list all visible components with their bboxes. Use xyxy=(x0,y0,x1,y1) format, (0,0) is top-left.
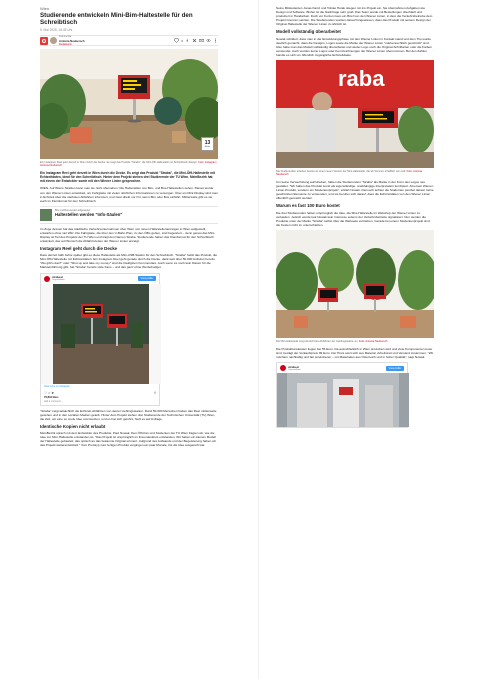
instagram-video-frame xyxy=(41,284,161,384)
heading-model: Modell vollständig überarbeitet xyxy=(276,29,341,35)
instagram-user-2[interactable] xyxy=(280,365,301,371)
hero-image[interactable] xyxy=(40,49,218,159)
hero-caption xyxy=(40,161,218,167)
instagram-username-2: straba.at xyxy=(288,365,299,369)
instagram-username: straba.at xyxy=(52,276,63,280)
image-1-caption-text: Die Studierenden arbeiten bereits an einer neuen Version der Mini-Haltestelle, die ab Sommer erhältlich sein soll. xyxy=(276,169,406,173)
heading-price: Warum es fast 100 Euro kostet xyxy=(276,203,340,209)
article-image-2[interactable] xyxy=(276,230,434,338)
paragraph-8: Um keine Verwechslung aufzuheben, haben die Studierenden "Straba" als Marke in der Form des Logos neu gestaltet. "Wir haben das Produkt somit als eigenständige, unabhängige Interpretation konzipiert. Also kein Wiener-Linien-Produkt, sondern ein Studentenprojekt", erklärt Nowak. Dennoch achten die Studenten penibel darauf, keine geschützten Elemente zu verwenden, und sie berufen sich darauf, dass die Echtzeitdaten von den Wiener Linien öffentlich gemacht werden. xyxy=(276,180,434,201)
image-gallery-badge[interactable] xyxy=(201,137,214,151)
instagram-action-icons xyxy=(44,391,54,395)
byline xyxy=(40,35,218,46)
paragraph-5: MeinBezirk sprach mit dem Entwickler des Produkts, Paul Nowak. Den Öffi-Fan und Studenten der TU Wien fragten wir, wie die Idee zur Mini-Haltestelle entstanden ist. "Das Projekt ist ursprünglich im Freundeskreis entstanden. Wir haben ein kleines Modell der Haltestelle gebastelt, das optisch an das bekannte Original erinnert. Aufgrund des Aufwands und der Begeisterung haben wir das Projekt weiterentwickelt." Vom Prototyp zum fertigen Produkt vergingen ein paar Monate, bis die Idee ausgereift war. xyxy=(40,431,217,448)
image-count: 13 xyxy=(204,139,211,146)
left-column xyxy=(40,6,218,674)
author-info xyxy=(40,35,85,46)
instagram-likes: 76,842 likes xyxy=(44,395,59,399)
brand-logo-icon xyxy=(40,37,48,45)
instagram-audio: Original-Audio xyxy=(52,279,65,282)
view-profile-button-2[interactable]: View profile xyxy=(386,366,404,371)
image-2-caption-text: Die Mini-Haltestelle zeigt die Echtzeit-Abfahrten der Lieblingsstation an. xyxy=(276,340,359,344)
share-bar xyxy=(174,38,218,43)
share-icon[interactable]: ➤ xyxy=(51,390,55,395)
hero-photo xyxy=(40,49,218,159)
hero-caption-text: Ein Instagram Reel geht derzeit in Wien durch die Decke. Es zeigt das Produkt "Straba", die Mini-Öffi-Haltestelle mit Schreibtisch-Design. xyxy=(40,161,198,164)
mail-icon[interactable] xyxy=(199,38,204,43)
author-name[interactable]: Antonia Neubersch xyxy=(59,38,85,43)
publish-date: 5. Mai 2025, 16:45 Uhr xyxy=(40,28,73,32)
hero-credit[interactable]: Foto: Instagram Antonia Neubersch xyxy=(40,161,217,168)
paragraph-2: Im Zuge dessen hat das städtische Verkehrsunternehmen über Wien von neuen Haltestellenanzeigen in Wien aufgestellt, entwarfen ohne viel Witz. Die Fahrgäste, die über den U-Bahn-Plan, zu den Öffis gehen, sind begeistert – denn genau das Mini-Display ist Teil des Projekts der TU Wien und trägt den Namen Straba. Studierende haben das Kleinformat für den Schreibtisch entwickelt, das auf Wunsch die Abfahrtszeiten der Wiener Linien anzeigt. xyxy=(40,226,216,243)
article-photo-2 xyxy=(276,230,434,338)
paragraph-9: Die drei Studierenden hatten ursprünglich die Idee, die Mini-Haltestelle im Webshop der Wiener Linien zu verkaufen. Jedoch wurde laut Nowak kein Interesse seitens der Verkehrsbetriebe signalisiert. Nun werden die Produkte unter der Marke "Straba" selbst über die Webseite vertrieben. Gerade bei einem Studentenprojekt sind die Kosten nicht zu unterschätzen. xyxy=(276,210,430,228)
instagram-audio-2: Original-Audio xyxy=(288,368,301,371)
paragraph-3: Dass derzeit halb Jahre später gibt es diese Haltestelle als Mini-USB-Station für den Schreibtisch. "Straba" heißt das Produkt, die Mini-Öffi-Haltestelle mit Echtzeitdaten. Ein Instagram Reel geht gerade durch die Decke, dank weit über 50.000 Aufrufen bereits "Wo gibt's das?" oder "Shut up and take my money" sind die häufigsten Kommentare. Auch wenn es noch kein Datum für die Markteinführung gibt, hat "Straba" bereits viele Fans – und das ganz ohne Werbebudget. xyxy=(40,253,218,270)
comment-icon[interactable]: ○ xyxy=(48,390,51,395)
instagram-header-2 xyxy=(277,363,407,373)
share-count: 6 xyxy=(181,38,183,43)
paragraph-6: Seine Mitstudenten Jonas Kainz und Tobias Horak stiegen mit ins Projekt ein. Sie übernahmen Aufgaben wie Design und Software. Bisher ist die Nachfrage sehr groß: Das Team wurde mit Bestellungen überhäuft und produziert in Handarbeit. Doch vor Kurzem kam ein Brief von den Wiener Linien, in dem die Verkehrsbetriebe dem Projekt Grenzen setzten. Die Studierenden wurden darauf hingewiesen, dass das Produkt mit seinem Design der Original-Haltestelle der Wiener Linien zu ähnlich ist. xyxy=(276,6,433,27)
svg-text:raba: raba xyxy=(338,65,385,91)
svg-text:f: f xyxy=(186,38,188,43)
view-profile-button[interactable]: View profile xyxy=(138,276,156,281)
related-article-teaser[interactable] xyxy=(40,206,218,224)
instagram-avatar-2 xyxy=(280,365,286,371)
heading-instagram-reel: Instagram Reel geht durch die Decke xyxy=(40,245,118,251)
author-role: Redakteurin xyxy=(59,43,72,46)
image-2-credit[interactable]: Foto: Antonia Neubersch xyxy=(358,340,388,344)
teaser-title: Haltestellen werden "Info-Säulen" xyxy=(55,211,123,217)
instagram-user[interactable] xyxy=(44,276,65,282)
author-avatar[interactable] xyxy=(50,37,57,44)
paragraph-7: Nowak schildert, dass man in der Entwicklungsphase mit den Wiener Linien in Kontakt stand und dem Triu wurde deutlich gemacht, dass die Designs, Logos sowie die Marke der Wiener Linien "markenrechtlich geschützt" sind. Also habe man das Modell vollständig überarbeitet und weder Logo noch die Original-Schriftarten oder die Farben verwendet. Auch wurden keine Logos oder Kennzeichnungen der Wiener Linien übernommen. Bei den Zahlen handle es sich um öffentlich zugängliche Echtzeitdaten. xyxy=(276,36,432,57)
image-2-caption xyxy=(276,340,434,343)
image-1-credit[interactable]: Foto: Antonia Neubersch xyxy=(276,169,422,177)
heart-icon[interactable] xyxy=(174,38,179,43)
paragraph-1: WIEN. Auf Wiens Straßen kann man sie nicht übersehen: Die Haltestellen von Bim- und Bus-Haltestellen sehen. Dieses wurde von den Wiener Linien entwickelt, um Fahrgäste mit vielen nützlichen Informationen zu versorgen: Über ein Mini-Display wird man in Echtzeit über die nächsten Abfahrten informiert, und zwar direkt vor Ort, wenn Bim oder Bus einfährt. Mittlerweile gibt es sie auch im Kleinformat für den Schreibtisch. xyxy=(40,186,218,203)
right-column xyxy=(276,6,434,674)
instagram-video[interactable] xyxy=(41,284,161,384)
teaser-kicker: Bim und Bus werden aufgewertet xyxy=(55,208,91,212)
paragraph-4: "Straba" zeigt tatsächlich die Echtzeit-Abfahrten von deiner Lieblingsstation. Rund 50.000 Menschen haben das Reel mittlerweile gesehen und in den sozialen Medien geteilt. Hinter dem Projekt stehen drei Studierende der Technischen Universität (TU) Wien, die Zeit, um eine so coole Idee umzusetzen, und es hat sich gelohnt, hieß es auf Anfrage. xyxy=(40,408,217,421)
bookmark-icon[interactable]: ⌑ xyxy=(154,390,156,395)
teaser-thumbnail xyxy=(40,209,52,221)
article-headline: Studierende entwickeln Mini-Bim-Haltestelle für den Schreibtisch xyxy=(40,12,193,26)
section-label[interactable]: Wien xyxy=(40,6,50,11)
article-photo-1 xyxy=(276,60,434,168)
instagram-video-frame-2 xyxy=(277,373,409,427)
paragraph-10: Die Produktionskosten liegen bei 55 Euro. Da ausschließlich in Wien produziert wird und viele Komponenten teuer sind, beträgt der Verkaufspreis 99 Euro. Der Preis setzt sich aus Material, Arbeitszeit und Versand zusammen. "Wir möchten nachhaltig und fair produzieren – mit Materialien aus Österreich und in hoher Qualität", sagt Nowak. xyxy=(276,347,434,360)
article-image-1[interactable] xyxy=(276,60,434,168)
facebook-icon[interactable] xyxy=(185,38,190,43)
image-count-label: Bilder xyxy=(204,145,211,148)
heading-copies: Identische Kopien nicht erlaubt xyxy=(40,423,106,429)
instagram-embed-2[interactable] xyxy=(276,362,408,428)
more-icon[interactable] xyxy=(213,38,218,43)
instagram-embed[interactable] xyxy=(40,273,160,406)
author-block xyxy=(59,35,85,46)
instagram-avatar xyxy=(44,276,50,282)
image-1-caption xyxy=(276,170,434,176)
like-icon[interactable]: ♡ xyxy=(44,390,48,395)
teaser-text xyxy=(55,209,122,221)
view-more-link[interactable]: View more on Instagram xyxy=(44,385,70,389)
instagram-header xyxy=(41,274,159,284)
link-icon[interactable] xyxy=(206,38,211,43)
instagram-comment-input[interactable]: Add a comment... xyxy=(44,399,63,403)
instagram-video-2[interactable] xyxy=(277,373,409,427)
article-lead: Ein Instagram Reel geht derzeit in Wien durch die Decke. Es zeigt das Produkt "Straba", die Mini-Öffi-Haltestelle mit Echtzeitdaten, ideal für den Schreibtisch. Hinter dem Projekt stehen drei Studierende der TU Wien. MeinBezirk hat mit einem der Entwickler sowie mit den Wiener Linien gesprochen. xyxy=(40,171,215,184)
author-prefix: Kommentar xyxy=(59,35,72,38)
column-divider xyxy=(258,0,259,679)
x-icon[interactable] xyxy=(192,38,197,43)
